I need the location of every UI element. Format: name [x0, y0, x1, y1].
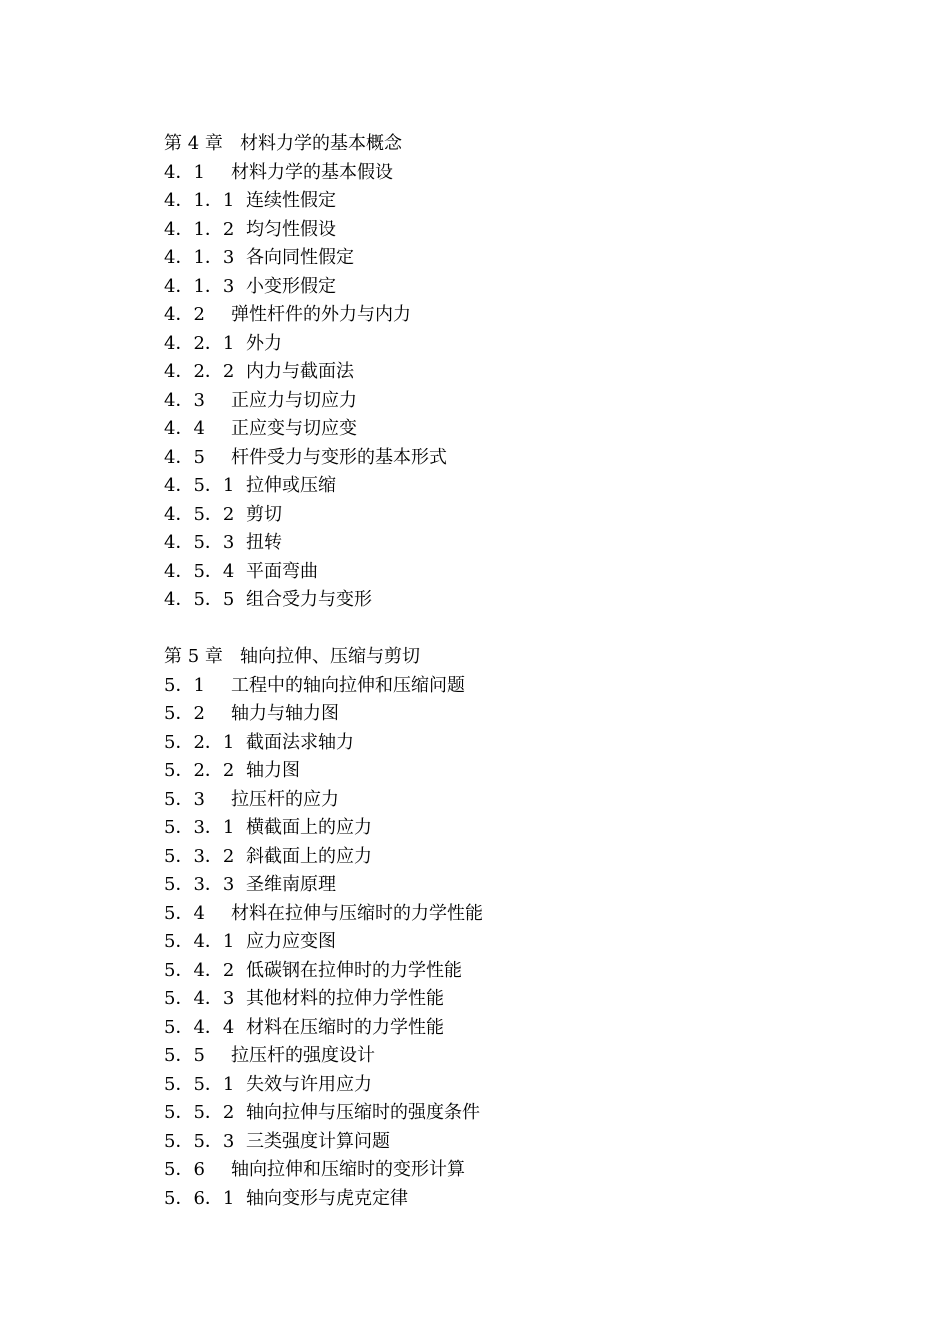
- entry-number: 5．5．2: [164, 1102, 235, 1123]
- entry-number: 4．2: [164, 304, 205, 325]
- entry-title: 材料在压缩时的力学性能: [246, 1016, 444, 1038]
- subsection-entry: [164, 729, 864, 758]
- subsection-entry: [164, 472, 864, 501]
- entry-title: 圣维南原理: [246, 874, 336, 895]
- entry-title: 剪切: [246, 503, 282, 525]
- subsection-entry: [164, 1099, 864, 1128]
- section-entry: [164, 444, 864, 473]
- entry-title: 连续性假定: [246, 190, 336, 211]
- entry-number: 4．5．4: [164, 560, 235, 582]
- entry-number: 5．3: [164, 788, 205, 810]
- entry-title: 弹性杆件的外力与内力: [231, 304, 411, 325]
- entry-number: 5．3．2: [164, 845, 235, 867]
- entry-number: 5．2: [164, 703, 205, 724]
- entry-number: 5．5．3: [164, 1130, 235, 1152]
- entry-number: 5．1: [164, 674, 205, 696]
- subsection-entry: [164, 843, 864, 872]
- entry-title: 外力: [246, 332, 282, 354]
- subsection-entry: [164, 187, 864, 216]
- entry-number: 5．5．1: [164, 1073, 235, 1095]
- entry-title: 轴向拉伸与压缩时的强度条件: [246, 1102, 480, 1123]
- chapter-spacer: [164, 615, 864, 644]
- section-entry: [164, 1042, 864, 1071]
- entry-title: 杆件受力与变形的基本形式: [231, 446, 447, 468]
- subsection-entry: [164, 330, 864, 359]
- entry-number: 4．5．5: [164, 589, 235, 610]
- entry-number: 5．4．1: [164, 931, 235, 952]
- table-of-contents: [164, 130, 864, 1213]
- subsection-entry: [164, 529, 864, 558]
- section-entry: [164, 301, 864, 330]
- entry-number: 4．2．1: [164, 332, 235, 354]
- entry-number: 5．2．2: [164, 760, 235, 781]
- section-entry: [164, 786, 864, 815]
- subsection-entry: [164, 273, 864, 302]
- entry-number: 4．5．2: [164, 503, 235, 525]
- subsection-entry: [164, 985, 864, 1014]
- subsection-entry: [164, 501, 864, 530]
- entry-number: 5．6: [164, 1159, 205, 1180]
- entry-number: 4．5．1: [164, 475, 235, 496]
- subsection-entry: [164, 586, 864, 615]
- section-entry: [164, 672, 864, 701]
- entry-title: 应力应变图: [246, 931, 336, 952]
- entry-title: 横截面上的应力: [246, 817, 372, 838]
- section-entry: [164, 159, 864, 188]
- chapter-number: 第 5 章: [164, 646, 223, 667]
- chapter-heading: [164, 643, 864, 672]
- entry-number: 5．5: [164, 1045, 205, 1066]
- entry-title: 拉压杆的强度设计: [231, 1045, 375, 1066]
- entry-number: 4．1: [164, 161, 205, 183]
- chapter-title: 材料力学的基本概念: [240, 133, 402, 154]
- subsection-entry: [164, 928, 864, 957]
- entry-number: 4．4: [164, 418, 205, 439]
- section-entry: [164, 387, 864, 416]
- subsection-entry: [164, 1128, 864, 1157]
- chapter-number: 第 4 章: [164, 133, 223, 154]
- entry-number: 4．2．2: [164, 361, 235, 382]
- section-entry: [164, 700, 864, 729]
- subsection-entry: [164, 216, 864, 245]
- entry-title: 截面法求轴力: [246, 731, 354, 753]
- entry-title: 工程中的轴向拉伸和压缩问题: [231, 674, 465, 696]
- entry-title: 正应力与切应力: [231, 389, 357, 411]
- entry-title: 三类强度计算问题: [246, 1130, 390, 1152]
- subsection-entry: [164, 358, 864, 387]
- subsection-entry: [164, 1185, 864, 1214]
- entry-number: 5．4．3: [164, 988, 235, 1009]
- entry-number: 5．4．2: [164, 959, 235, 981]
- entry-title: 低碳钢在拉伸时的力学性能: [246, 959, 462, 981]
- entry-title: 正应变与切应变: [231, 418, 357, 439]
- subsection-entry: [164, 1071, 864, 1100]
- entry-number: 4．5．3: [164, 532, 235, 553]
- entry-number: 5．3．3: [164, 874, 235, 895]
- entry-number: 4．1．3: [164, 247, 235, 268]
- entry-number: 4．1．1: [164, 190, 235, 211]
- entry-number: 4．3: [164, 389, 205, 411]
- section-entry: [164, 415, 864, 444]
- entry-number: 4．1．3: [164, 275, 235, 297]
- entry-title: 均匀性假设: [246, 218, 336, 240]
- entry-number: 5．6．1: [164, 1187, 235, 1209]
- chapter-heading: [164, 130, 864, 159]
- chapter-title: 轴向拉伸、压缩与剪切: [240, 646, 420, 667]
- entry-title: 各向同性假定: [246, 247, 354, 268]
- subsection-entry: [164, 244, 864, 273]
- entry-title: 拉伸或压缩: [246, 475, 336, 496]
- entry-title: 材料力学的基本假设: [231, 161, 393, 183]
- entry-number: 4．1．2: [164, 218, 235, 240]
- entry-number: 5．4．4: [164, 1016, 235, 1038]
- entry-title: 其他材料的拉伸力学性能: [246, 988, 444, 1009]
- entry-title: 斜截面上的应力: [246, 845, 372, 867]
- entry-number: 5．3．1: [164, 817, 235, 838]
- subsection-entry: [164, 871, 864, 900]
- subsection-entry: [164, 814, 864, 843]
- entry-title: 组合受力与变形: [246, 589, 372, 610]
- entry-title: 平面弯曲: [246, 560, 318, 582]
- entry-title: 小变形假定: [246, 275, 336, 297]
- entry-number: 4．5: [164, 446, 205, 468]
- section-entry: [164, 1156, 864, 1185]
- subsection-entry: [164, 757, 864, 786]
- entry-title: 轴力与轴力图: [231, 703, 339, 724]
- entry-title: 失效与许用应力: [246, 1073, 372, 1095]
- entry-number: 5．2．1: [164, 731, 235, 753]
- subsection-entry: [164, 1014, 864, 1043]
- entry-title: 轴力图: [246, 760, 300, 781]
- entry-title: 扭转: [246, 532, 282, 553]
- entry-title: 材料在拉伸与压缩时的力学性能: [231, 902, 483, 924]
- entry-title: 内力与截面法: [246, 361, 354, 382]
- entry-title: 轴向变形与虎克定律: [246, 1187, 408, 1209]
- entry-number: 5．4: [164, 902, 205, 924]
- subsection-entry: [164, 558, 864, 587]
- subsection-entry: [164, 957, 864, 986]
- section-entry: [164, 900, 864, 929]
- entry-title: 轴向拉伸和压缩时的变形计算: [231, 1159, 465, 1180]
- entry-title: 拉压杆的应力: [231, 788, 339, 810]
